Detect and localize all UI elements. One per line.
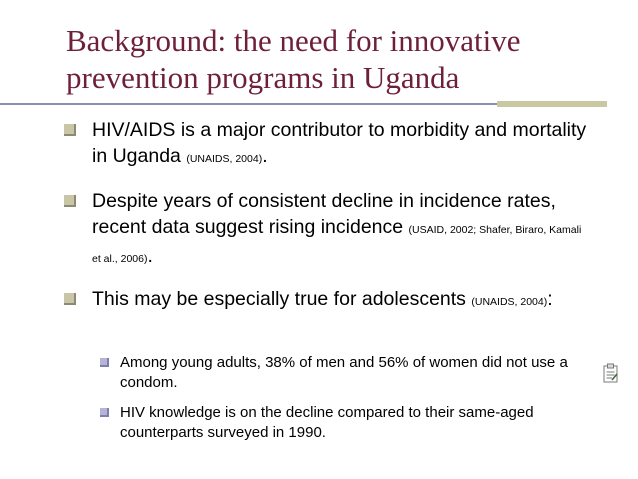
slide-title (66, 22, 606, 96)
square-bullet-icon (64, 195, 76, 207)
title-divider-accent (497, 101, 607, 107)
square-bullet-icon (64, 124, 76, 136)
bullet-end: . (262, 145, 268, 167)
subbullet-item-hiv-knowledge (100, 403, 605, 443)
square-bullet-icon (64, 293, 76, 305)
citation: (UNAIDS, 2004) (471, 296, 548, 308)
subbullet-text: Among young adults, 38% of men and 56% of women did not use a condom. (120, 354, 568, 391)
bullet-item-incidence (64, 188, 592, 272)
square-subbullet-icon (100, 358, 109, 367)
title-divider (0, 101, 607, 107)
subbullet-item-condom-use (100, 353, 605, 393)
square-subbullet-icon (100, 408, 109, 417)
note-icon[interactable] (603, 363, 619, 383)
bullet-text: HIV/AIDS is a major contributor to morbidity and mortality in Uganda (92, 119, 587, 167)
title-divider-line (0, 103, 560, 105)
citation: (USAID, 2002; Shafer, Biraro, Kamali et al., 2006) (92, 224, 582, 265)
bullet-item-adolescents (64, 286, 592, 315)
bullet-end: : (547, 288, 553, 310)
citation: (UNAIDS, 2004) (186, 153, 263, 165)
slide-title-line-1: Background: the need for innovative (66, 23, 521, 58)
bullet-text: Despite years of consistent decline in incidence rates, recent data suggest rising incidence (92, 190, 556, 238)
subbullet-text: HIV knowledge is on the decline compared to their same-aged counterparts surveyed in 1990. (120, 404, 534, 441)
bullet-item-morbidity (64, 117, 592, 172)
bullet-text: This may be especially true for adolescents (92, 288, 466, 310)
slide-title-line-2: prevention programs in Uganda (66, 60, 460, 95)
bullet-end: . (147, 245, 153, 267)
